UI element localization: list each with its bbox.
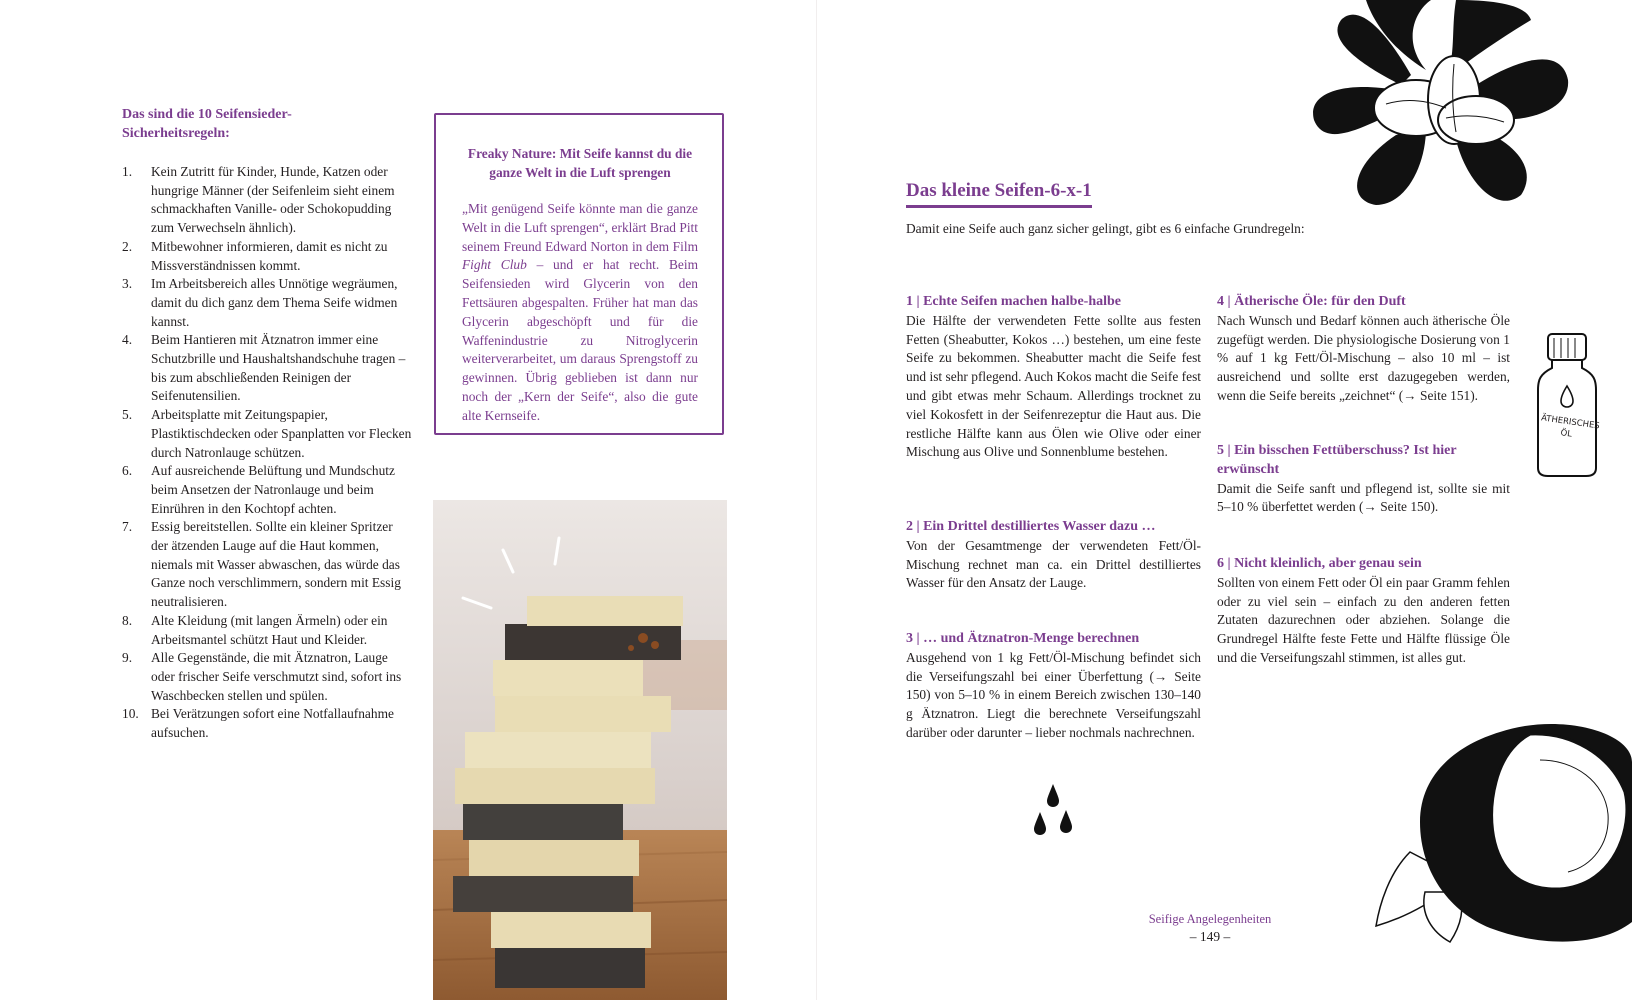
rule-title: 3 | … und Ätznatron-Menge berechnen <box>906 631 1140 646</box>
list-item: 4. Beim Hantieren mit Ätznatron immer eine Schutzbrille und Haushaltshandschuhe tragen – bis zum abschließenden Reinigen der Seifenutensilien. <box>122 332 406 404</box>
rule-text: Sollten von einem Fett oder Öl ein paar Gramm fehlen oder zu viel sein – einfach zu den anderen fetten Zutaten dazurechnen oder abziehen. Solange die Grundregel Hälfte feste Fette und Hälfte flüssige Öle und die Verseifungszahl stimmen, ist alles gut. <box>1217 574 1510 665</box>
box-title: Freaky Nature: Mit Seife kannst du die ganze Welt in die Luft sprengen <box>467 146 693 180</box>
rule-text: Damit die Seife sanft und pflegend ist, sollte sie mit 5–10 % überfettet werden (→ Seite 150). <box>1217 480 1510 515</box>
safety-rules-list <box>122 163 412 743</box>
list-item: 5. Arbeitsplatte mit Zeitungspapier, Plastiktischdecken oder Spanplatten vor Flecken durch Natronlauge schützen. <box>122 407 412 460</box>
list-item: 7. Essig bereitstellen. Sollte ein kleiner Spritzer der ätzenden Lauge auf die Haut kommen, niemals mit Wasser abwaschen, das würde das Ganze noch verschlimmern, sondern mit Essig neutralisieren. <box>122 519 401 610</box>
rule-title: 1 | Echte Seifen machen halbe-halbe <box>906 294 1122 309</box>
list-item: 8. Alte Kleidung (mit langen Ärmeln) oder ein Arbeitsmantel schützt Haut und Kleider. <box>122 612 388 647</box>
rule-5 <box>1217 442 1510 517</box>
rule-1 <box>906 293 1201 462</box>
box-body: „Mit genügend Seife könnte man die ganze Welt in die Luft sprengen“, erklärt Brad Pitt seinem Freund Edward Norton in dem Film Fight Club – und er hat recht. Beim Seifensieden wird Glycerin von den Fettsäuren abgespalten. Früher hat man das Glycerin abgeschöpft und für die Waffenindustrie zu Nitroglycerin weiterverarbeitet, um daraus Sprengstoff zu gewinnen. Übrig geblieben ist dann nur noch der „Kern der Seife“, also die gute alte Kernseife. <box>462 201 698 423</box>
soap-photo <box>433 500 727 1000</box>
film-title: Fight Club <box>462 257 527 273</box>
rule-title: 4 | Ätherische Öle: für den Duft <box>1217 294 1406 309</box>
rule-2 <box>906 518 1201 593</box>
list-item: 6. Auf ausreichende Belüftung und Mundschutz beim Ansetzen der Natronlauge und beim Einrühren in den Kochtopf achten. <box>122 463 395 516</box>
rule-3 <box>906 630 1201 743</box>
list-item: 3. Im Arbeitsbereich alles Unnötige wegräumen, damit du dich ganz dem Thema Seife widmen kannst. <box>122 276 398 329</box>
rule-title: 6 | Nicht kleinlich, aber genau sein <box>1217 556 1422 571</box>
list-item: 9. Alle Gegenstände, die mit Ätznatron, Lauge oder frischer Seife verschmutzt sind, sofort ins Waschbecken stellen und spülen. <box>122 650 402 703</box>
rule-text: Die Hälfte der verwendeten Fette sollte aus festen Fetten (Sheabutter, Kokos …) bestehen, um eine feste Seife zu bekommen. Sheabutter macht die Seife fest und ist sehr pflegend. Auch Kokos macht die Seife fest und gibt etwas mehr Schaum. Allerdings trocknet zu viel Kokosfett in der Seifenrezeptur die Haut aus. Die restliche Hälfte kann aus Ölen wie Olive oder einer Mischung aus Olive und Sonnenblume bestehen. <box>906 312 1201 460</box>
rule-6 <box>1217 555 1510 668</box>
rule-text: Ausgehend von 1 kg Fett/Öl-Mischung befindet sich die Verseifungszahl bei einer Überfettung (→ Seite 150) von 5–10 % in einem Bereich zwischen 130–140 g Ätznatron. Liegt die berechnete Verseifungszahl darüber oder darunter – lieber nochmals nachrechnen. <box>906 649 1201 740</box>
safety-rules-heading: Das sind die 10 Seifensieder-Sicherheitsregeln: <box>122 107 292 141</box>
page-title: Das kleine Seifen-6-x-1 <box>906 180 1092 208</box>
running-footer: Seifige Angelegenheiten <box>1148 912 1272 926</box>
oil-bottle-illustration <box>1534 330 1600 480</box>
flower-illustration <box>1306 0 1570 215</box>
bottle-label: ÄTHERISCHES ÖL <box>1540 413 1601 440</box>
rule-4 <box>1217 293 1510 406</box>
rule-text: Von der Gesamtmenge der verwendeten Fett/Öl-Mischung rechnet man ca. ein Drittel destilliertes Wasser für den Ansatz der Lauge. <box>906 537 1201 591</box>
intro-text: Damit eine Seife auch ganz sicher gelingt, gibt es 6 einfache Grundregeln: <box>906 221 1305 236</box>
coconut-illustration <box>1370 702 1632 962</box>
page-number: – 149 – <box>1189 929 1231 944</box>
list-item: 2. Mitbewohner informieren, damit es nicht zu Missverständnissen kommt. <box>122 238 388 273</box>
rule-title: 2 | Ein Drittel destilliertes Wasser dazu … <box>906 519 1156 534</box>
rule-text: Nach Wunsch und Bedarf können auch ätherische Öle zugefügt werden. Die physiologische Dosierung von 1 % auf 1 kg Fett/Öl-Mischung – also 10 ml – ist ausreichend und sollte erst dazugegeben werden, wenn die Seife bereits „zeichnet“ (→ Seite 151). <box>1217 312 1510 403</box>
list-item: 10. Bei Verätzungen sofort eine Notfallaufnahme aufsuchen. <box>122 706 394 741</box>
page-gutter <box>816 0 817 1000</box>
rule-title: 5 | Ein bisschen Fettüberschuss? Ist hier erwünscht <box>1217 443 1457 477</box>
drops-icon <box>1030 782 1076 838</box>
list-item: 1. Kein Zutritt für Kinder, Hunde, Katzen oder hungrige Männer (der Seifenleim sieht einem schmackhaften Vanille- oder Schokopudding zum Verwechseln ähnlich). <box>122 164 395 236</box>
